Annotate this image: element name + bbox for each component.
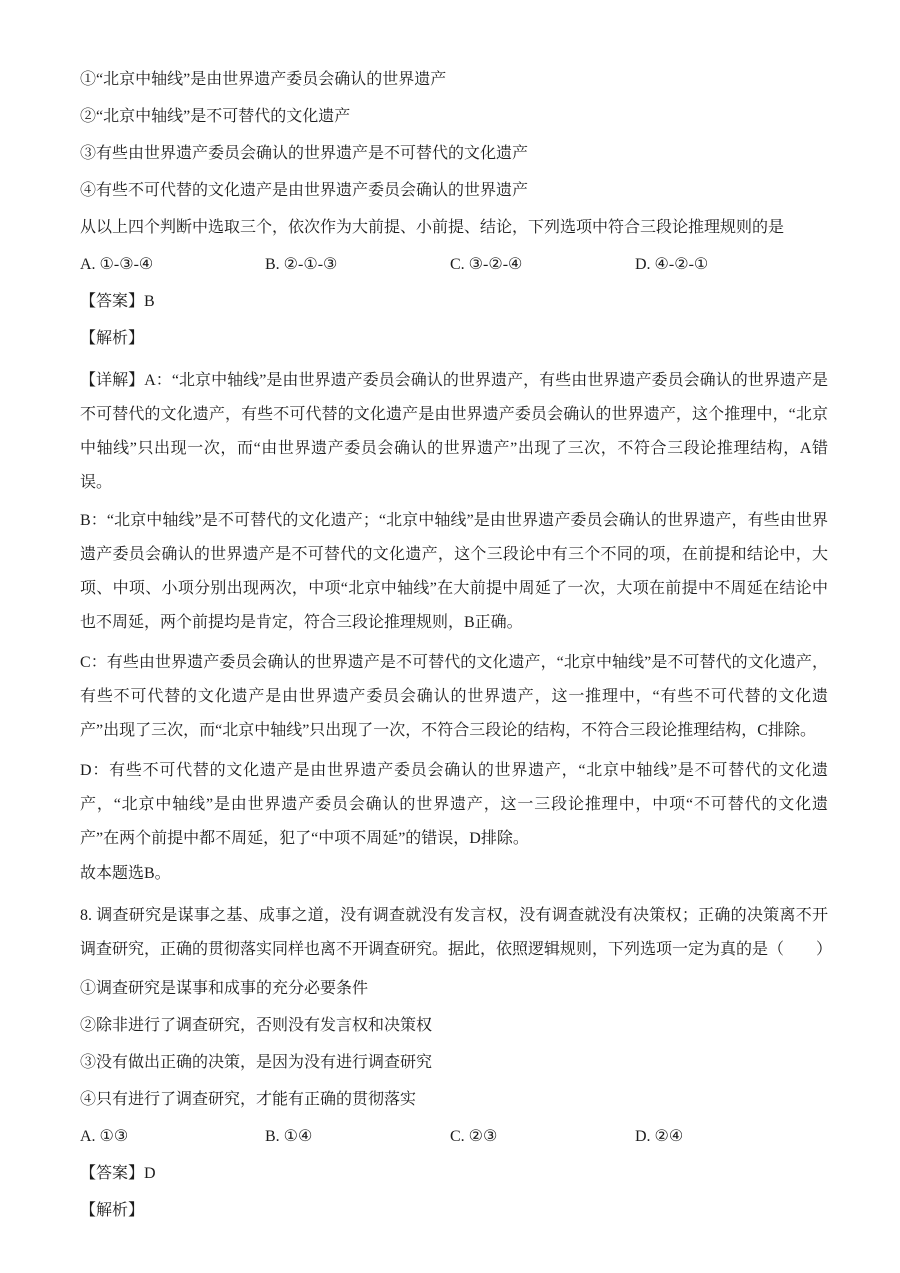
q7-option-c: C. ③-②-④: [450, 256, 523, 273]
q8-options-row: [80, 1125, 828, 1149]
q7-statement-4: ④有些不可代替的文化遗产是由世界遗产委员会确认的世界遗产: [80, 182, 529, 199]
q7-conclusion: 故本题选B。: [80, 865, 171, 882]
q8-statement-4: ④只有进行了调查研究，才能有正确的贯彻落实: [80, 1091, 417, 1108]
q7-detail-b: B：“北京中轴线”是不可替代的文化遗产；“北京中轴线”是由世界遗产委员会确认的世界遗产，有些由世界遗产委员会确认的世界遗产是不可替代的文化遗产，这个三段论中有三个不同的项，在前提和结论中，大项、中项、小项分别出现两次，中项“北京中轴线”在大前提中周延了一次，大项在前提中不周延在结论中也不周延，两个前提均是肯定，符合三段论推理规则，B正确。: [80, 512, 828, 631]
q8-option-a: A. ①③: [80, 1128, 129, 1145]
q8-statement-3: ③没有做出正确的决策，是因为没有进行调查研究: [80, 1054, 433, 1071]
q8-stem: 8. 调查研究是谋事之基、成事之道，没有调查就没有发言权，没有调查就没有决策权；正确的决策离不开调查研究，正确的贯彻落实同样也离不开调查研究。据此，依照逻辑规则，下列选项一定为真的是（ ）: [80, 907, 833, 958]
q7-statement-2: ②“北京中轴线”是不可替代的文化遗产: [80, 108, 351, 125]
q7-detail-c: C：有些由世界遗产委员会确认的世界遗产是不可替代的文化遗产，“北京中轴线”是不可替代的文化遗产，有些不可代替的文化遗产是由世界遗产委员会确认的世界遗产，这一推理中，“有些不可代替的文化遗产”出现了三次，而“北京中轴线”只出现了一次，不符合三段论的结构，不符合三段论推理结构，C排除。: [80, 654, 828, 739]
q7-option-b: B. ②-①-③: [265, 256, 338, 273]
q7-detail-a: 【详解】A：“北京中轴线”是由世界遗产委员会确认的世界遗产，有些由世界遗产委员会确认的世界遗产是不可替代的文化遗产，有些不可代替的文化遗产是由世界遗产委员会确认的世界遗产，这个推理中，“北京中轴线”只出现一次，而“由世界遗产委员会确认的世界遗产”出现了三次，不符合三段论推理结构，A错误。: [80, 372, 828, 491]
q8-statement-1: ①调查研究是谋事和成事的充分必要条件: [80, 980, 369, 997]
q7-answer: 【答案】B: [80, 293, 155, 310]
q8-option-d: D. ②④: [635, 1128, 684, 1145]
q7-question: 从以上四个判断中选取三个，依次作为大前提、小前提、结论，下列选项中符合三段论推理规则的是: [80, 219, 785, 236]
q7-analysis-label: 【解析】: [80, 330, 145, 347]
q8-option-c: C. ②③: [450, 1128, 498, 1145]
q7-statement-3: ③有些由世界遗产委员会确认的世界遗产是不可替代的文化遗产: [80, 145, 529, 162]
q8-analysis-label: 【解析】: [80, 1202, 145, 1219]
q7-option-a: A. ①-③-④: [80, 256, 154, 273]
q8-option-b: B. ①④: [265, 1128, 313, 1145]
q8-statement-2: ②除非进行了调查研究，否则没有发言权和决策权: [80, 1017, 433, 1034]
q7-option-d: D. ④-②-①: [635, 256, 709, 273]
q7-statement-1: ①“北京中轴线”是由世界遗产委员会确认的世界遗产: [80, 71, 447, 88]
q7-options-row: [80, 253, 828, 277]
q7-detail-d: D：有些不可代替的文化遗产是由世界遗产委员会确认的世界遗产，“北京中轴线”是不可替代的文化遗产，“北京中轴线”是由世界遗产委员会确认的世界遗产，这一三段论推理中，中项“不可替代的文化遗产”在两个前提中都不周延，犯了“中项不周延”的错误，D排除。: [80, 762, 828, 847]
q8-answer: 【答案】D: [80, 1165, 156, 1182]
